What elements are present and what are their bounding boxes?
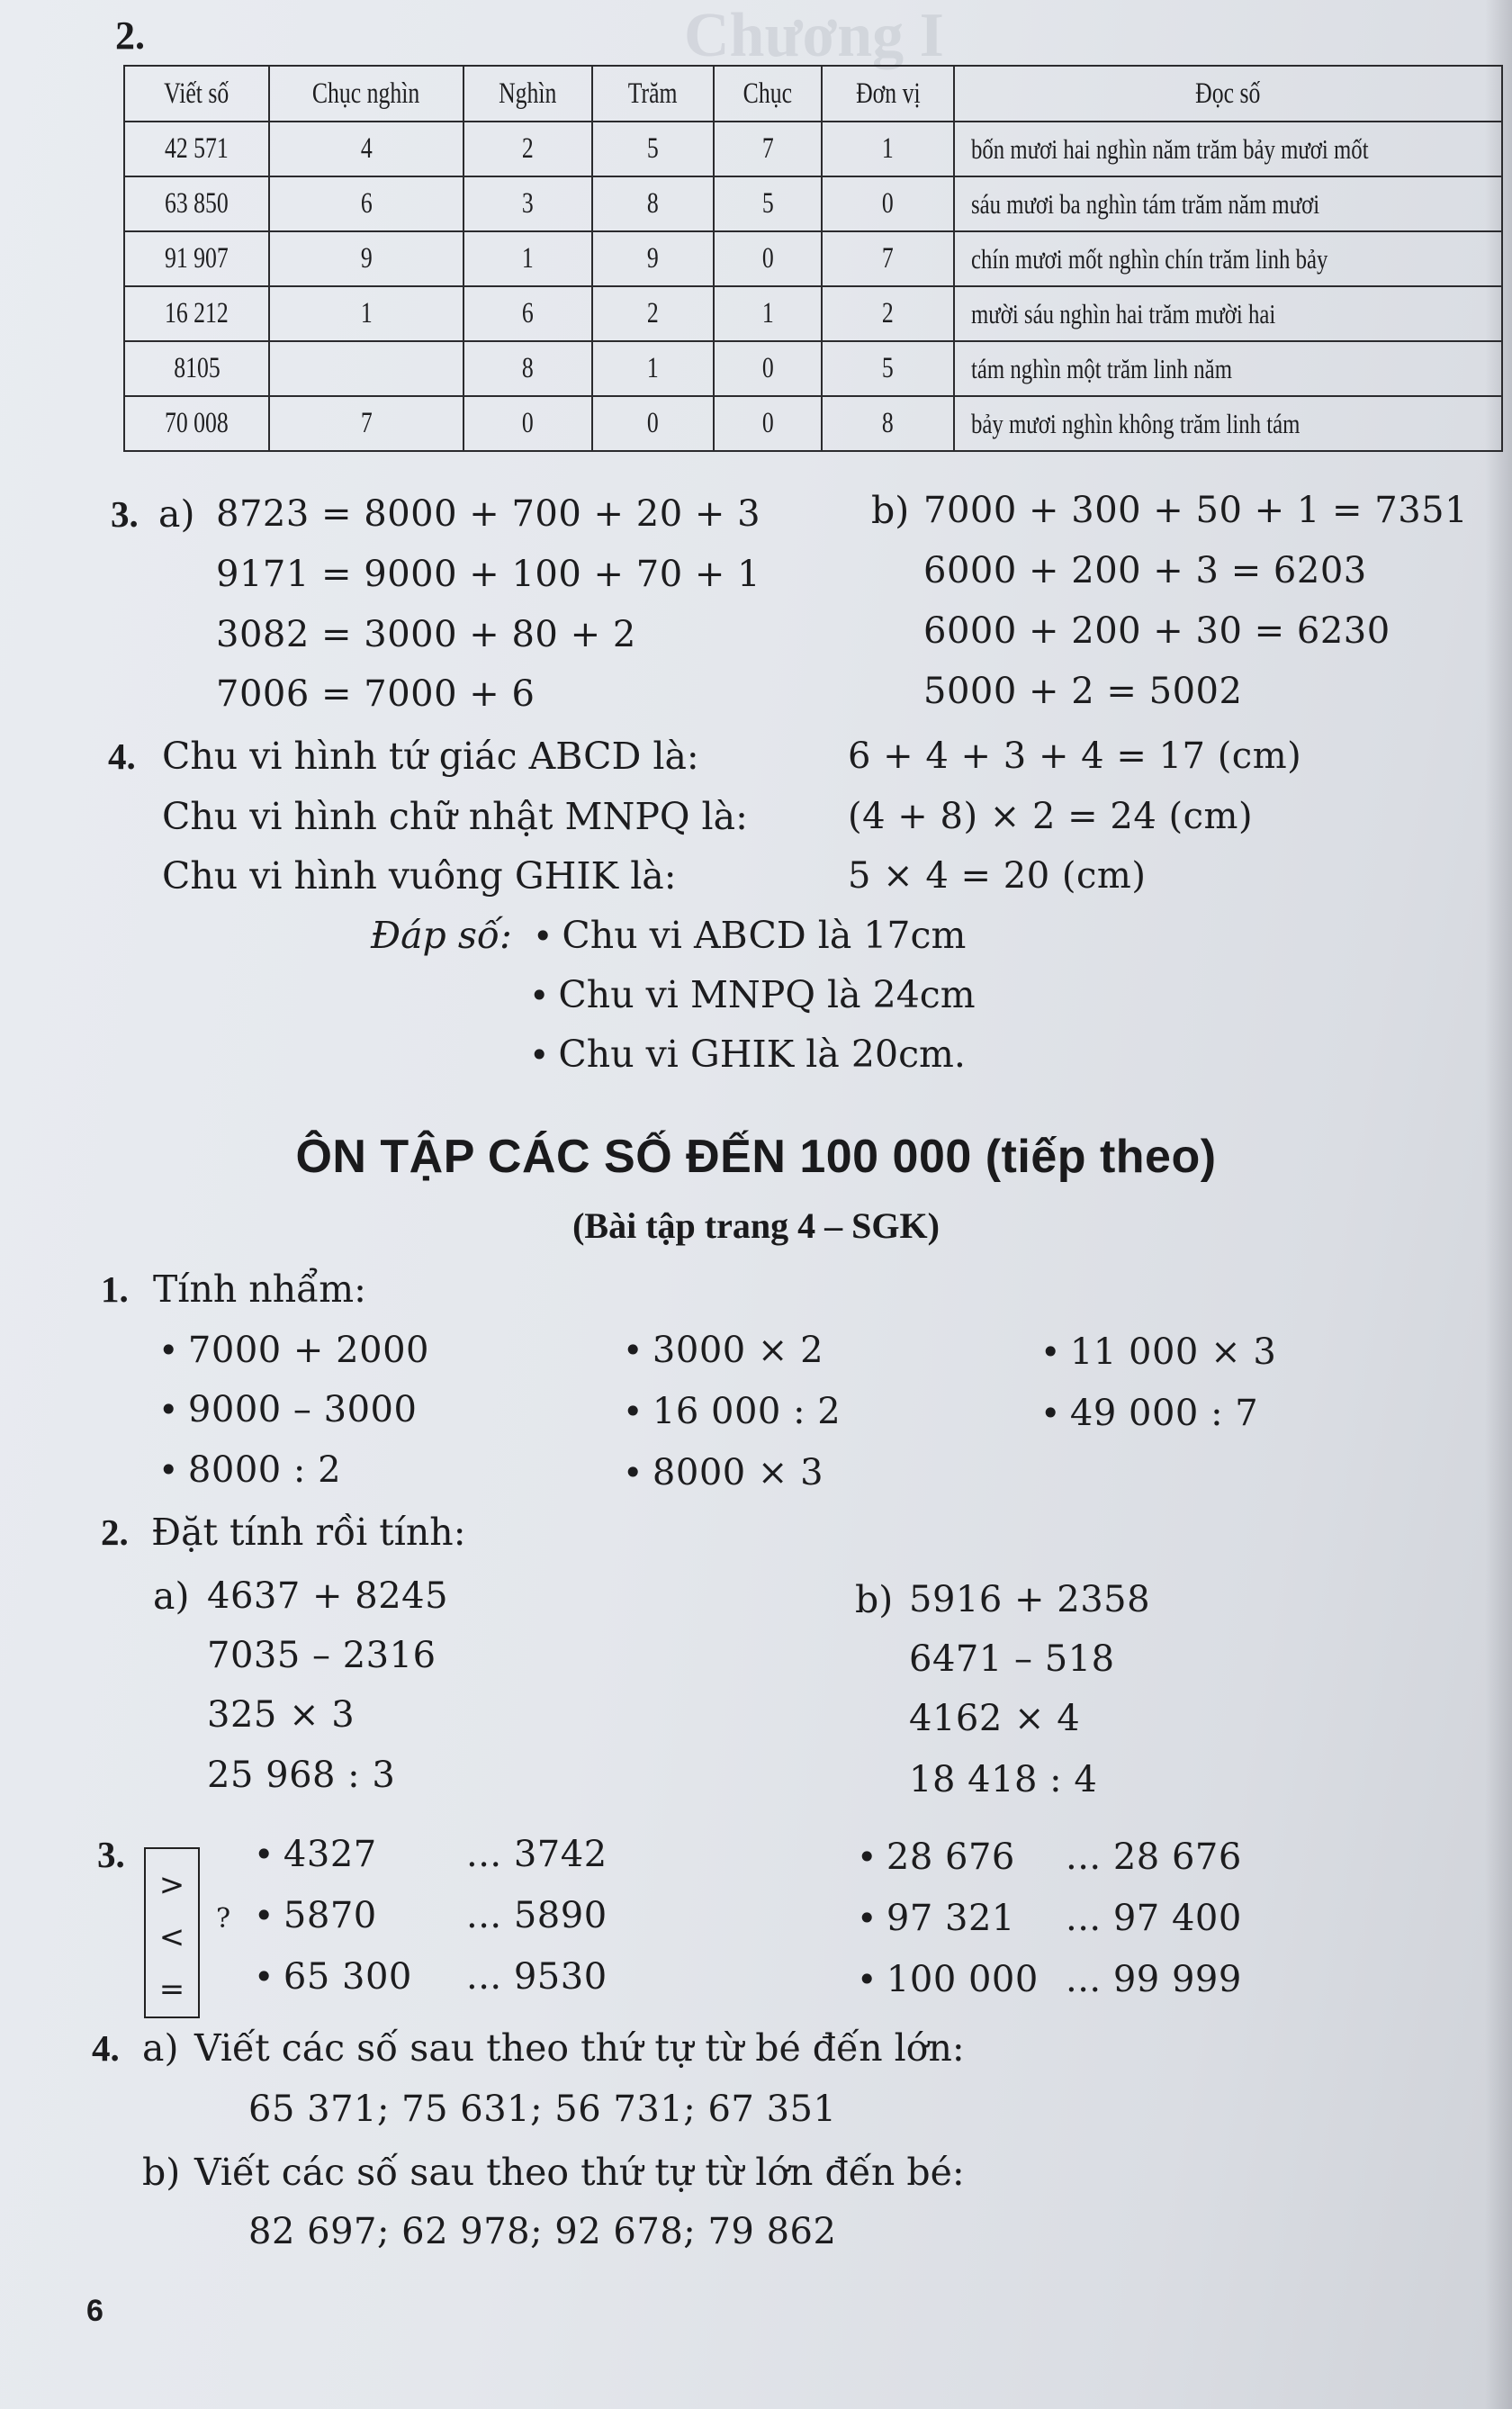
cell-doc-so: bảy mươi nghìn không trăm linh tám bbox=[954, 396, 1502, 451]
cell-viet-so: 16 212 bbox=[124, 286, 269, 341]
column-calc-a: 25 968 : 3 bbox=[207, 1755, 396, 1796]
perimeter-ghik-calc: 5 × 4 = 20 (cm) bbox=[848, 855, 1147, 897]
cell-doc-so: sáu mươi ba nghìn tám trăm năm mươi bbox=[954, 176, 1502, 231]
expansion-b-3: 6000 + 200 + 30 = 6230 bbox=[923, 610, 1390, 652]
exercise-4b-numbers: 82 697; 62 978; 92 678; 79 862 bbox=[248, 2211, 837, 2252]
cell-chuc: 5 bbox=[714, 176, 822, 231]
compare-right-a: • 97 321 bbox=[857, 1896, 1015, 1941]
header-nghin: Nghìn bbox=[464, 66, 592, 122]
cell-nghin: 1 bbox=[464, 231, 592, 286]
cell-viet-so: 70 008 bbox=[124, 396, 269, 451]
cell-chuc: 7 bbox=[714, 122, 822, 176]
mental-calc-item: • 9000 – 3000 bbox=[158, 1387, 417, 1432]
cell-chuc: 0 bbox=[714, 231, 822, 286]
compare-left-b: ... 9530 bbox=[466, 1956, 608, 1998]
header-chuc-nghin: Chục nghìn bbox=[269, 66, 464, 122]
cell-don-vi: 0 bbox=[822, 176, 954, 231]
exercise-1-label: 1. bbox=[101, 1268, 129, 1310]
perimeter-mnpq-calc: (4 + 8) × 2 = 24 (cm) bbox=[848, 796, 1254, 837]
perimeter-mnpq-text: Chu vi hình chữ nhật MNPQ là: bbox=[162, 795, 748, 838]
answer-item: • Chu vi GHIK là 20cm. bbox=[529, 1032, 966, 1078]
table-row bbox=[124, 341, 1502, 396]
expansion-a-4: 7006 = 7000 + 6 bbox=[216, 673, 536, 715]
prev-exercise-3b-label: b) bbox=[871, 489, 910, 532]
exercise-1-prompt: Tính nhẩm: bbox=[153, 1268, 366, 1311]
cell-chuc: 0 bbox=[714, 341, 822, 396]
table-row bbox=[124, 396, 1502, 451]
exercise-4a-numbers: 65 371; 75 631; 56 731; 67 351 bbox=[248, 2089, 837, 2130]
expansion-b-1: 7000 + 300 + 50 + 1 = 7351 bbox=[923, 490, 1469, 531]
cell-don-vi: 2 bbox=[822, 286, 954, 341]
greater-than-symbol: > bbox=[158, 1867, 185, 1903]
column-calc-a: 4637 + 8245 bbox=[207, 1575, 449, 1617]
expansion-b-2: 6000 + 200 + 3 = 6203 bbox=[923, 550, 1367, 591]
expansion-b-4: 5000 + 2 = 5002 bbox=[923, 671, 1243, 712]
header-don-vi: Đơn vị bbox=[822, 66, 954, 122]
mental-calc-item: • 8000 × 3 bbox=[623, 1450, 824, 1495]
table-row bbox=[124, 176, 1502, 231]
perimeter-abcd-text: Chu vi hình tứ giác ABCD là: bbox=[162, 735, 699, 778]
exercise-4b-prompt: Viết các số sau theo thứ tự từ lớn đến bé: bbox=[194, 2151, 965, 2194]
prev-exercise-3-label: 3. bbox=[111, 493, 139, 535]
question-mark: ? bbox=[216, 1903, 231, 1935]
cell-doc-so: chín mươi mốt nghìn chín trăm linh bảy bbox=[954, 231, 1502, 286]
compare-right-b: ... 28 676 bbox=[1066, 1836, 1242, 1878]
table-row bbox=[124, 286, 1502, 341]
cell-tram: 2 bbox=[592, 286, 714, 341]
compare-left-a: • 5870 bbox=[254, 1893, 377, 1938]
place-value-table bbox=[123, 65, 1503, 452]
cell-nghin: 2 bbox=[464, 122, 592, 176]
cell-tram: 0 bbox=[592, 396, 714, 451]
column-calc-b: 6471 – 518 bbox=[909, 1638, 1115, 1680]
cell-nghin: 8 bbox=[464, 341, 592, 396]
column-calc-b: 4162 × 4 bbox=[909, 1698, 1081, 1739]
column-calc-b: 5916 + 2358 bbox=[909, 1579, 1151, 1620]
prev-exercise-4-label: 4. bbox=[108, 735, 136, 777]
cell-doc-so: tám nghìn một trăm linh năm bbox=[954, 341, 1502, 396]
compare-right-b: ... 99 999 bbox=[1066, 1959, 1242, 2000]
answer-label: Đáp số: bbox=[371, 914, 512, 957]
cell-tram: 9 bbox=[592, 231, 714, 286]
less-than-symbol: < bbox=[158, 1919, 185, 1955]
exercise-4-new-label: 4. bbox=[92, 2027, 120, 2069]
expansion-a-3: 3082 = 3000 + 80 + 2 bbox=[216, 614, 636, 655]
cell-doc-so: mười sáu nghìn hai trăm mười hai bbox=[954, 286, 1502, 341]
mental-calc-item: • 11 000 × 3 bbox=[1040, 1330, 1276, 1375]
cell-viet-so: 91 907 bbox=[124, 231, 269, 286]
equals-symbol: = bbox=[158, 1971, 185, 2008]
mental-calc-item: • 49 000 : 7 bbox=[1040, 1391, 1258, 1436]
compare-right-a: • 28 676 bbox=[857, 1835, 1015, 1880]
bleed-through-text: Chương I bbox=[684, 1, 944, 70]
table-row bbox=[124, 231, 1502, 286]
exercise-4b-label: b) bbox=[142, 2151, 181, 2194]
table-row bbox=[124, 122, 1502, 176]
expansion-a-2: 9171 = 9000 + 100 + 70 + 1 bbox=[216, 554, 761, 595]
cell-tram: 8 bbox=[592, 176, 714, 231]
comparison-symbols-box bbox=[144, 1847, 200, 2018]
header-viet-so: Viết số bbox=[124, 66, 269, 122]
section-subtitle: (Bài tập trang 4 – SGK) bbox=[572, 1205, 940, 1246]
cell-nghin: 0 bbox=[464, 396, 592, 451]
perimeter-abcd-calc: 6 + 4 + 3 + 4 = 17 (cm) bbox=[848, 735, 1302, 777]
mental-calc-item: • 7000 + 2000 bbox=[158, 1328, 429, 1373]
exercise-2a-label: a) bbox=[153, 1574, 190, 1618]
prev-exercise-3a-label: a) bbox=[158, 492, 195, 536]
column-calc-a: 325 × 3 bbox=[207, 1694, 356, 1736]
mental-calc-item: • 3000 × 2 bbox=[623, 1328, 824, 1373]
exercise-4a-label: a) bbox=[142, 2026, 179, 2070]
compare-left-a: • 65 300 bbox=[254, 1954, 412, 1999]
exercise-2b-label: b) bbox=[855, 1578, 894, 1621]
cell-viet-so: 63 850 bbox=[124, 176, 269, 231]
cell-nghin: 3 bbox=[464, 176, 592, 231]
cell-don-vi: 1 bbox=[822, 122, 954, 176]
column-calc-b: 18 418 : 4 bbox=[909, 1759, 1098, 1800]
compare-right-a: • 100 000 bbox=[857, 1957, 1039, 2002]
cell-chuc-nghin: 7 bbox=[269, 396, 464, 451]
answer-item: • Chu vi MNPQ là 24cm bbox=[529, 972, 976, 1018]
cell-viet-so: 42 571 bbox=[124, 122, 269, 176]
compare-left-b: ... 5890 bbox=[466, 1895, 608, 1936]
cell-don-vi: 8 bbox=[822, 396, 954, 451]
answer-item: • Chu vi ABCD là 17cm bbox=[533, 913, 966, 959]
compare-right-b: ... 97 400 bbox=[1066, 1898, 1242, 1939]
mental-calc-item: • 8000 : 2 bbox=[158, 1448, 341, 1493]
cell-don-vi: 5 bbox=[822, 341, 954, 396]
page-number: 6 bbox=[86, 2294, 104, 2328]
cell-chuc-nghin: 1 bbox=[269, 286, 464, 341]
exercise-2-label: 2. bbox=[115, 14, 145, 58]
mental-calc-item: • 16 000 : 2 bbox=[623, 1389, 841, 1434]
compare-left-b: ... 3742 bbox=[466, 1834, 608, 1875]
compare-left-a: • 4327 bbox=[254, 1832, 377, 1877]
expansion-a-1: 8723 = 8000 + 700 + 20 + 3 bbox=[216, 493, 761, 535]
cell-chuc-nghin: 9 bbox=[269, 231, 464, 286]
header-chuc: Chục bbox=[714, 66, 822, 122]
table-header-row bbox=[124, 66, 1502, 122]
cell-nghin: 6 bbox=[464, 286, 592, 341]
cell-chuc-nghin: 4 bbox=[269, 122, 464, 176]
header-doc-so: Đọc số bbox=[954, 66, 1502, 122]
column-calc-a: 7035 – 2316 bbox=[207, 1635, 436, 1676]
cell-chuc: 1 bbox=[714, 286, 822, 341]
cell-doc-so: bốn mươi hai nghìn năm trăm bảy mươi mốt bbox=[954, 122, 1502, 176]
exercise-4a-prompt: Viết các số sau theo thứ tự từ bé đến lớn: bbox=[194, 2026, 965, 2070]
cell-chuc-nghin: 6 bbox=[269, 176, 464, 231]
cell-chuc: 0 bbox=[714, 396, 822, 451]
exercise-2-prompt: Đặt tính rồi tính: bbox=[151, 1511, 466, 1554]
header-tram: Trăm bbox=[592, 66, 714, 122]
cell-tram: 5 bbox=[592, 122, 714, 176]
cell-don-vi: 7 bbox=[822, 231, 954, 286]
cell-tram: 1 bbox=[592, 341, 714, 396]
perimeter-ghik-text: Chu vi hình vuông GHIK là: bbox=[162, 854, 677, 898]
exercise-2-new-label: 2. bbox=[101, 1511, 129, 1553]
section-title: ÔN TẬP CÁC SỐ ĐẾN 100 000 (tiếp theo) bbox=[295, 1131, 1217, 1183]
exercise-3-new-label: 3. bbox=[97, 1834, 125, 1875]
cell-viet-so: 8105 bbox=[124, 341, 269, 396]
cell-chuc-nghin bbox=[269, 341, 464, 396]
